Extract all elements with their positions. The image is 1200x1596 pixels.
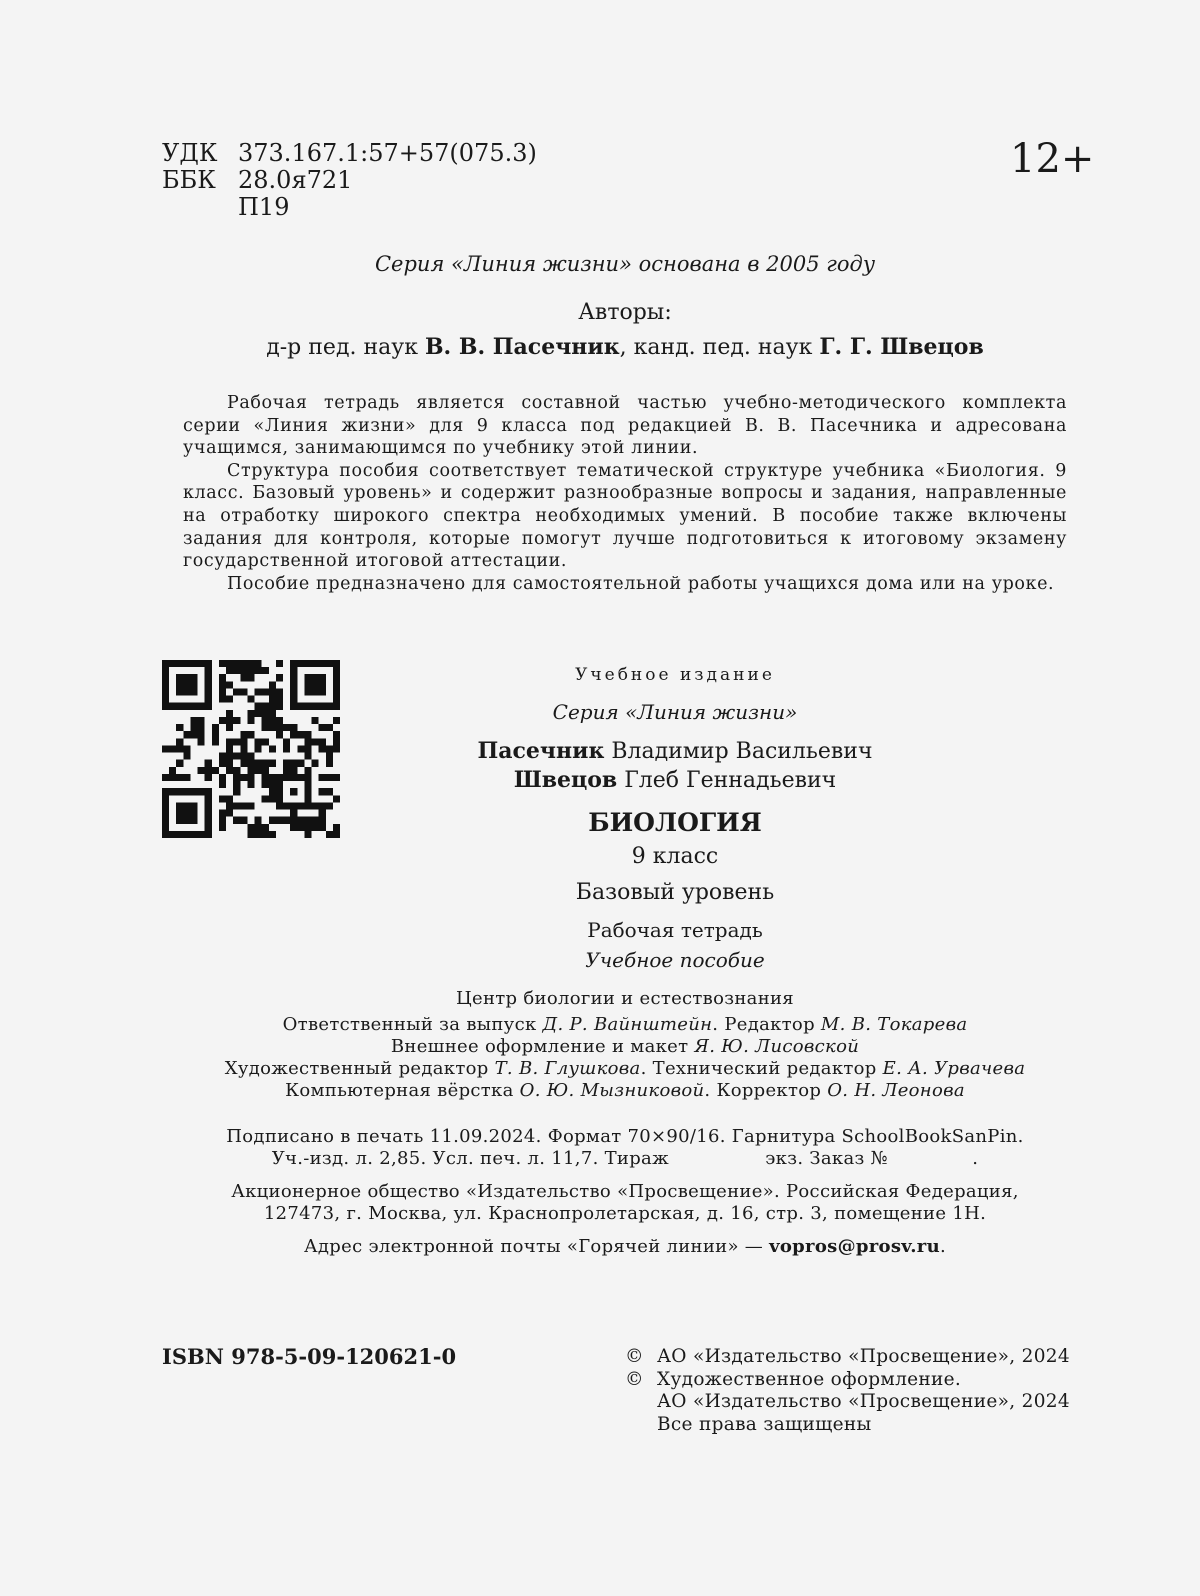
role: . Технический редактор <box>640 1058 883 1079</box>
book-kind: Рабочая тетрадь <box>587 918 763 942</box>
role: Внешнее оформление и макет <box>390 1036 695 1057</box>
publisher-address-2: 127473, г. Москва, ул. Краснопролетарская, д. 16, стр. 3, помещение 1Н. <box>263 1203 987 1224</box>
author-1-name: В. В. Пасечник <box>424 334 620 360</box>
udk-row <box>162 140 537 167</box>
authors-line <box>0 334 1200 360</box>
copyright-text: Художественное оформление. <box>657 1368 962 1390</box>
catalog-codes <box>162 140 537 221</box>
credits-row <box>0 1014 1200 1036</box>
copyright-text: Все права защищены <box>657 1413 872 1435</box>
grade: 9 класс <box>631 844 719 869</box>
publisher-address-1: Акционерное общество «Издательство «Просвещение». Российская Федерация, <box>231 1181 1019 1202</box>
author-given-names: Глеб Геннадьевич <box>617 768 837 793</box>
code-key: ББК <box>162 166 216 194</box>
person: Д. Р. Вайнштейн <box>542 1014 713 1035</box>
edition-type: Учебное издание <box>575 665 775 685</box>
author-last-name: Швецов <box>513 767 618 793</box>
degree-1: д-р пед. наук <box>266 335 425 360</box>
print-info-1: Подписано в печать 11.09.2024. Формат 70×90/16. Гарнитура SchoolBookSanPin. <box>226 1126 1024 1147</box>
copyright-text: АО «Издательство «Просвещение», 2024 <box>657 1346 1070 1367</box>
book-subkind: Учебное пособие <box>585 948 765 972</box>
copyright-sign <box>625 1391 657 1414</box>
copyright-line <box>625 1391 1070 1414</box>
copyright-sign <box>625 1414 657 1437</box>
author-full-1 <box>335 738 1015 764</box>
email-label: Адрес электронной почты «Горячей линии» — <box>303 1236 770 1257</box>
level: Базовый уровень <box>575 880 775 905</box>
person: М. В. Токарева <box>820 1014 968 1035</box>
code-key: УДК <box>162 139 218 167</box>
person: Т. В. Глушкова <box>494 1058 641 1079</box>
role: Компьютерная вёрстка <box>285 1080 520 1101</box>
copyright-line <box>625 1346 1070 1369</box>
role: Художественный редактор <box>224 1058 495 1079</box>
code-key <box>162 194 238 221</box>
author-2-name: Г. Г. Швецов <box>819 334 984 360</box>
series-name: Серия «Линия жизни» <box>552 700 798 724</box>
book-title: БИОЛОГИЯ <box>588 808 762 837</box>
role: . Корректор <box>704 1080 828 1101</box>
annotation-paragraph: Рабочая тетрадь является составной частью учебно-методического комплекта серии «Линия жизни» для 9 класса под редакцией В. В. Пасечника и адресована учащимся, занимающимся по учебнику этой линии. <box>183 393 1067 459</box>
copyright-sign: © <box>625 1346 644 1367</box>
code-value: 373.167.1:57+57(075.3) <box>238 139 537 167</box>
author-full-2 <box>335 767 1015 793</box>
author-given-names: Владимир Васильевич <box>604 739 873 764</box>
series-founded-line: Серия «Линия жизни» основана в 2005 году <box>374 252 876 276</box>
qr-code-icon <box>162 660 340 838</box>
bbk-row <box>162 167 537 194</box>
copyright-text: АО «Издательство «Просвещение», 2024 <box>657 1391 1070 1412</box>
author-last-name: Пасечник <box>477 738 605 764</box>
credits-center: Центр биологии и естествознания <box>456 988 794 1009</box>
degree-2: , канд. пед. наук <box>619 335 820 360</box>
annotation-paragraph: Пособие предназначено для самостоятельной работы учащихся дома или на уроке. <box>227 573 1055 594</box>
code-value: П19 <box>238 193 290 221</box>
authors-heading: Авторы: <box>578 300 672 325</box>
annotation-paragraph: Структура пособия соответствует тематической структуре учебника «Биология. 9 класс. Базовый уровень» и содержит разнообразные вопросы и задания, направленные на отработку широкого спектра необходимых умений. В пособие также включены задания для контроля, которые помогут лучше подготовиться к итоговому экзамену государственной итоговой аттестации. <box>183 460 1067 572</box>
print-info-2: Уч.-изд. л. 2,85. Усл. печ. л. 11,7. Тираж экз. Заказ № . <box>271 1148 979 1169</box>
isbn: ISBN 978-5-09-120621-0 <box>162 1344 457 1369</box>
hotline-email-line <box>0 1236 1200 1258</box>
person: Я. Ю. Лисовской <box>694 1036 860 1057</box>
copyright-line <box>625 1369 1070 1392</box>
email-end: . <box>939 1236 947 1257</box>
person: О. Ю. Мызниковой <box>519 1080 705 1101</box>
copyright-block <box>625 1346 1070 1436</box>
credits-row <box>0 1058 1200 1080</box>
copyright-line <box>625 1414 1070 1437</box>
person: Е. А. Урвачева <box>882 1058 1026 1079</box>
credits-row <box>0 1080 1200 1102</box>
role: . Редактор <box>712 1014 821 1035</box>
email-address: vopros@prosv.ru <box>769 1236 940 1257</box>
copyright-sign: © <box>625 1368 644 1390</box>
age-rating: 12+ <box>1010 136 1095 182</box>
credits-row <box>0 1036 1200 1058</box>
person: О. Н. Леонова <box>827 1080 965 1101</box>
annotation <box>183 392 1067 595</box>
code-value: 28.0я721 <box>238 166 353 194</box>
role: Ответственный за выпуск <box>282 1014 543 1035</box>
author-mark-row <box>162 194 537 221</box>
